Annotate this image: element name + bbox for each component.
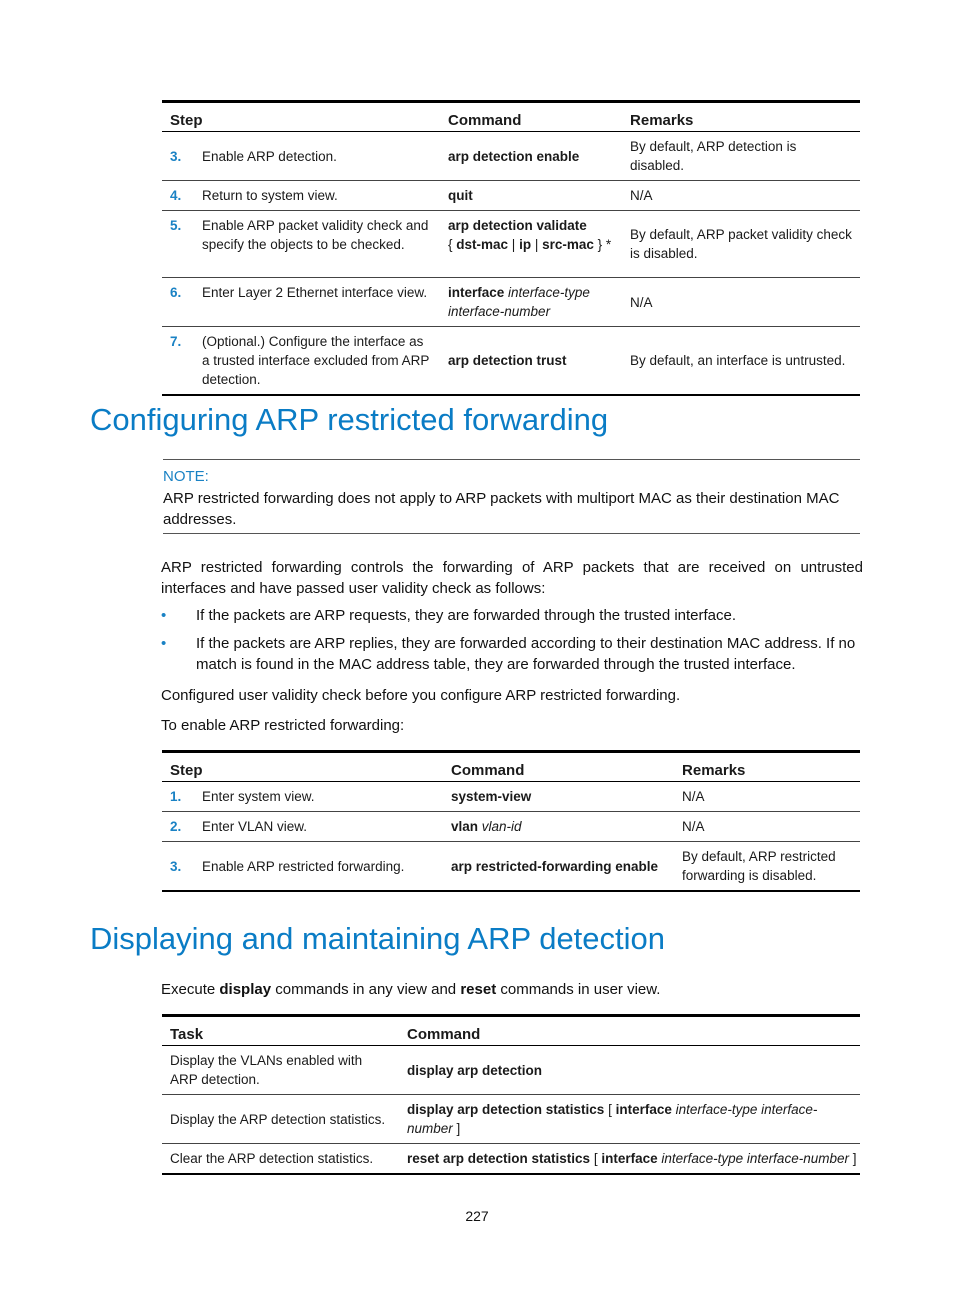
list-item-text: If the packets are ARP requests, they are forwarded through the trusted interface. [196, 607, 737, 624]
command-text: } * [593, 237, 612, 252]
column-header-command: Command [399, 1016, 860, 1046]
command-text: ] [452, 1121, 461, 1136]
table-row [162, 211, 860, 278]
step-number: 4. [162, 181, 194, 211]
step-number: 7. [162, 327, 194, 396]
remarks-cell: N/A [674, 812, 860, 842]
command-argument: interface-type interface-number [448, 285, 590, 319]
table-row [162, 1095, 860, 1144]
paragraph: Configured user validity check before you configure ARP restricted forwarding. [161, 687, 681, 704]
column-header-step: Step [162, 102, 440, 132]
remarks-cell: N/A [622, 181, 860, 211]
page-number: 227 [465, 1208, 489, 1224]
command-text: | [508, 237, 520, 252]
step-description: Enter Layer 2 Ethernet interface view. [194, 278, 440, 327]
task-cell: Display the VLANs enabled with ARP detection. [162, 1046, 399, 1095]
command-keyword: display arp detection statistics [407, 1102, 605, 1117]
remarks-cell: By default, ARP restricted forwarding is disabled. [674, 842, 860, 892]
command-cell [399, 1095, 860, 1144]
table-row [162, 1046, 860, 1095]
task-cell: Clear the ARP detection statistics. [162, 1144, 399, 1175]
command-keyword: system-view [451, 789, 532, 804]
command-cell [440, 132, 622, 181]
paragraph: ARP restricted forwarding controls the forwarding of ARP packets that are received on untrusted interfaces and have passed user validity check as follows: [161, 559, 863, 597]
command-keyword: reset [460, 981, 497, 998]
column-header-remarks: Remarks [674, 752, 860, 782]
command-keyword: interface [601, 1151, 658, 1166]
table-row [162, 842, 860, 892]
bullet-list [161, 605, 863, 682]
command-text: | [531, 237, 543, 252]
table-row [162, 278, 860, 327]
column-header-command: Command [440, 102, 622, 132]
column-header-task: Task [162, 1016, 399, 1046]
step-number: 3. [162, 132, 194, 181]
command-text: [ [604, 1102, 616, 1117]
table-header-row [162, 752, 860, 782]
step-number: 1. [162, 782, 194, 812]
table-header-row [162, 102, 860, 132]
note-label: NOTE: [163, 468, 209, 485]
command-cell [399, 1144, 860, 1175]
table-row [162, 812, 860, 842]
table-row [162, 181, 860, 211]
table-row [162, 782, 860, 812]
table-row [162, 132, 860, 181]
list-item [161, 633, 863, 675]
remarks-cell: N/A [622, 278, 860, 327]
step-number: 5. [162, 211, 194, 278]
command-cell [443, 812, 674, 842]
command-keyword: interface [448, 285, 505, 300]
intro-text: Execute [161, 981, 220, 998]
paragraph [161, 979, 863, 1000]
intro-text: commands in user view. [496, 981, 661, 998]
step-description: Enable ARP restricted forwarding. [194, 842, 443, 892]
table-header-row [162, 1016, 860, 1046]
command-text: ] [848, 1151, 857, 1166]
bullet-icon: • [161, 635, 167, 652]
command-keyword: interface [615, 1102, 672, 1117]
command-keyword: display [219, 981, 272, 998]
table-row [162, 1144, 860, 1175]
step-number: 6. [162, 278, 194, 327]
step-description: Enable ARP detection. [194, 132, 440, 181]
command-keyword: display arp detection [407, 1062, 543, 1078]
command-keyword: arp detection validate [448, 218, 587, 233]
command-cell [440, 278, 622, 327]
remarks-cell: By default, ARP detection is disabled. [622, 132, 860, 181]
command-keyword: src-mac [542, 237, 594, 252]
list-item-text: If the packets are ARP replies, they are forwarded according to their destination MAC address. If no match is found in the MAC address table, they are forwarded through the trusted interface. [196, 635, 856, 673]
note-box [163, 459, 860, 534]
command-keyword: ip [519, 237, 532, 252]
command-cell [443, 842, 674, 892]
step-number: 2. [162, 812, 194, 842]
intro-text: commands in any view and [271, 981, 461, 998]
command-text: [ [590, 1151, 602, 1166]
step-description: Enter system view. [194, 782, 443, 812]
step-description: (Optional.) Configure the interface as a trusted interface excluded from ARP detection. [194, 327, 440, 396]
command-cell [399, 1046, 860, 1095]
section-heading: Configuring ARP restricted forwarding [90, 402, 609, 437]
section-heading: Displaying and maintaining ARP detection [90, 921, 666, 956]
command-keyword: reset arp detection statistics [407, 1151, 591, 1166]
column-header-remarks: Remarks [622, 102, 860, 132]
bullet-icon: • [161, 607, 167, 624]
column-header-step: Step [162, 752, 443, 782]
command-cell [440, 181, 622, 211]
remarks-cell: By default, ARP packet validity check is disabled. [622, 211, 860, 278]
column-header-command: Command [443, 752, 674, 782]
note-text: ARP restricted forwarding does not apply to ARP packets with multiport MAC as their destination MAC addresses. [163, 490, 840, 528]
paragraph: To enable ARP restricted forwarding: [161, 717, 405, 734]
command-cell [440, 327, 622, 396]
command-keyword: vlan [451, 819, 479, 834]
arp-detection-steps-table [162, 100, 860, 396]
step-description: Enable ARP packet validity check and specify the objects to be checked. [194, 211, 440, 278]
command-argument: vlan-id [478, 819, 522, 834]
remarks-cell: N/A [674, 782, 860, 812]
command-cell [443, 782, 674, 812]
command-keyword: quit [448, 188, 473, 203]
command-keyword: arp restricted-forwarding enable [451, 858, 659, 874]
remarks-cell: By default, an interface is untrusted. [622, 327, 860, 396]
command-argument: interface-type interface-number [407, 1102, 818, 1136]
task-cell: Display the ARP detection statistics. [162, 1095, 399, 1144]
step-description: Return to system view. [194, 181, 440, 211]
arp-restricted-forwarding-table [162, 750, 860, 892]
step-number: 3. [162, 842, 194, 892]
step-description: Enter VLAN view. [194, 812, 443, 842]
table-row [162, 327, 860, 396]
command-keyword: arp detection trust [448, 353, 567, 368]
command-keyword: dst-mac [456, 237, 509, 252]
command-text: { [448, 237, 457, 252]
command-argument: interface-type interface-number [657, 1151, 849, 1166]
command-keyword: arp detection enable [448, 148, 580, 164]
command-cell [440, 211, 622, 278]
list-item [161, 605, 863, 626]
display-commands-table [162, 1014, 860, 1175]
